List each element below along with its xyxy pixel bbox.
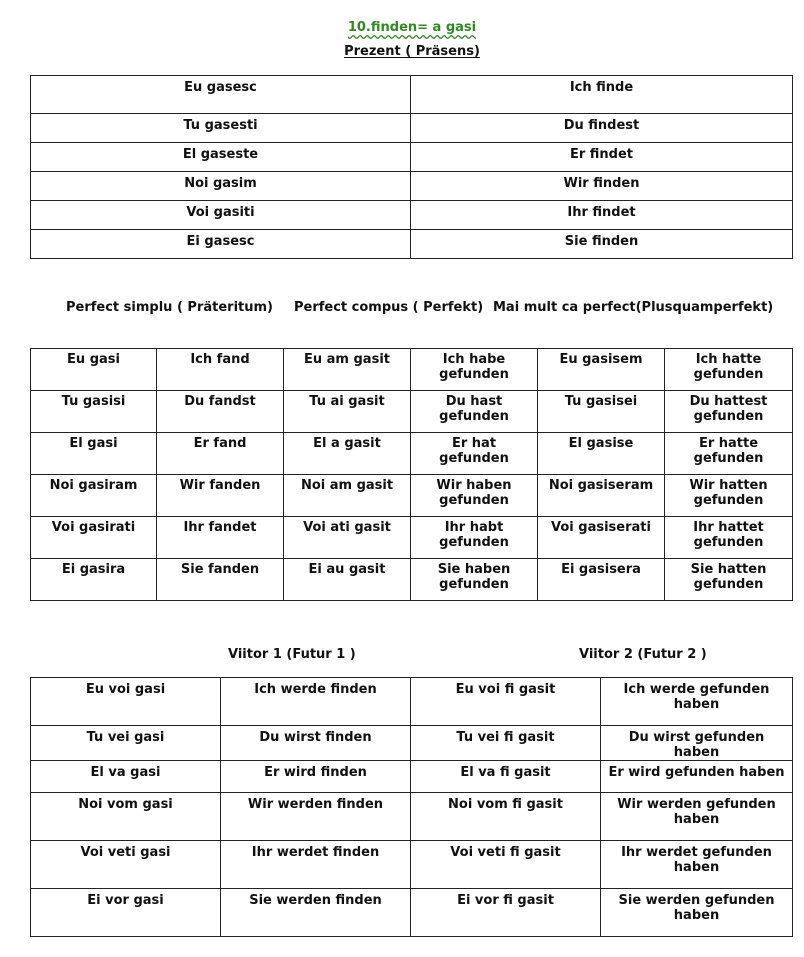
table-cell: Wir werden finden xyxy=(221,793,411,841)
table-cell: Tu vei gasi xyxy=(31,726,221,761)
table-cell: Ihr werdet gefunden haben xyxy=(601,841,793,889)
table-cell: Tu gasisi xyxy=(31,391,157,433)
table-cell: Noi vom fi gasit xyxy=(411,793,601,841)
table-row xyxy=(31,678,793,726)
table-cell: Du hattest gefunden xyxy=(665,391,793,433)
table-cell: Eu voi gasi xyxy=(31,678,221,726)
table-cell: Wir werden gefunden haben xyxy=(601,793,793,841)
table-cell: Voi gasiti xyxy=(31,201,411,230)
table-row xyxy=(31,391,793,433)
table-cell: Eu gasesc xyxy=(31,76,411,114)
table-cell: El va fi gasit xyxy=(411,761,601,793)
table-cell: Tu gasesti xyxy=(31,114,411,143)
table-row xyxy=(31,726,793,761)
present-heading: Prezent ( Präsens) xyxy=(344,44,480,59)
table-cell: Eu voi fi gasit xyxy=(411,678,601,726)
table-cell: Er hat gefunden xyxy=(411,433,538,475)
table-cell: El gaseste xyxy=(31,143,411,172)
table-row xyxy=(31,761,793,793)
table-row xyxy=(31,76,793,114)
table-row xyxy=(31,114,793,143)
table-row xyxy=(31,889,793,937)
plusquamperfekt-heading: Mai mult ca perfect(Plusquamperfekt) xyxy=(493,300,774,315)
table-row xyxy=(31,230,793,259)
preterit-heading: Perfect simplu ( Präteritum) xyxy=(66,300,273,315)
table-cell: Ei vor gasi xyxy=(31,889,221,937)
table-cell: Ei au gasit xyxy=(284,559,411,601)
table-cell: Tu vei fi gasit xyxy=(411,726,601,761)
table-cell: Noi gasiseram xyxy=(538,475,665,517)
table-cell: Noi gasim xyxy=(31,172,411,201)
table-cell: Sie werden gefunden haben xyxy=(601,889,793,937)
table-cell: Noi gasiram xyxy=(31,475,157,517)
table-row xyxy=(31,172,793,201)
table-row xyxy=(31,349,793,391)
table-cell: Eu am gasit xyxy=(284,349,411,391)
table-cell: Tu ai gasit xyxy=(284,391,411,433)
table-cell: El va gasi xyxy=(31,761,221,793)
table-cell: Voi veti fi gasit xyxy=(411,841,601,889)
table-row xyxy=(31,143,793,172)
table-row xyxy=(31,793,793,841)
table-cell: Ihr fandet xyxy=(157,517,284,559)
table-cell: Tu gasisei xyxy=(538,391,665,433)
past-tenses-table xyxy=(30,348,793,601)
table-cell: Wir hatten gefunden xyxy=(665,475,793,517)
table-cell: Ei gasira xyxy=(31,559,157,601)
table-cell: Sie hatten gefunden xyxy=(665,559,793,601)
table-cell: Du wirst finden xyxy=(221,726,411,761)
table-cell: El gasi xyxy=(31,433,157,475)
table-cell: Ihr hattet gefunden xyxy=(665,517,793,559)
futur2-heading: Viitor 2 (Futur 2 ) xyxy=(579,647,707,662)
future-tenses-table xyxy=(30,677,793,937)
table-cell: Ei vor fi gasit xyxy=(411,889,601,937)
table-cell: Ich werde finden xyxy=(221,678,411,726)
table-cell: Eu gasisem xyxy=(538,349,665,391)
table-cell: Wir finden xyxy=(411,172,793,201)
table-row xyxy=(31,559,793,601)
table-cell: Ei gasisera xyxy=(538,559,665,601)
table-cell: Voi ati gasit xyxy=(284,517,411,559)
table-cell: Er hatte gefunden xyxy=(665,433,793,475)
table-cell: Du fandst xyxy=(157,391,284,433)
table-cell: Er wird gefunden haben xyxy=(601,761,793,793)
table-row xyxy=(31,433,793,475)
table-cell: Ei gasesc xyxy=(31,230,411,259)
table-cell: Du wirst gefunden haben xyxy=(601,726,793,761)
futur1-heading: Viitor 1 (Futur 1 ) xyxy=(228,647,356,662)
table-cell: Ich habe gefunden xyxy=(411,349,538,391)
table-row xyxy=(31,841,793,889)
table-row xyxy=(31,475,793,517)
table-cell: Ihr werdet finden xyxy=(221,841,411,889)
table-cell: Ihr habt gefunden xyxy=(411,517,538,559)
table-cell: Ich fand xyxy=(157,349,284,391)
table-cell: Ich werde gefunden haben xyxy=(601,678,793,726)
table-cell: Ich hatte gefunden xyxy=(665,349,793,391)
present-table xyxy=(30,75,793,259)
table-cell: Noi vom gasi xyxy=(31,793,221,841)
table-cell: Du findest xyxy=(411,114,793,143)
table-cell: Du hast gefunden xyxy=(411,391,538,433)
table-row xyxy=(31,517,793,559)
table-cell: Er findet xyxy=(411,143,793,172)
table-cell: Ihr findet xyxy=(411,201,793,230)
table-cell: Eu gasi xyxy=(31,349,157,391)
table-cell: Sie finden xyxy=(411,230,793,259)
table-cell: Sie fanden xyxy=(157,559,284,601)
table-cell: El a gasit xyxy=(284,433,411,475)
table-row xyxy=(31,201,793,230)
table-cell: Noi am gasit xyxy=(284,475,411,517)
table-cell: El gasise xyxy=(538,433,665,475)
table-cell: Voi gasirati xyxy=(31,517,157,559)
table-cell: Er wird finden xyxy=(221,761,411,793)
table-cell: Ich finde xyxy=(411,76,793,114)
table-cell: Sie haben gefunden xyxy=(411,559,538,601)
document-title: 10.finden= a gasi xyxy=(347,20,477,35)
perfekt-heading: Perfect compus ( Perfekt) xyxy=(294,300,484,315)
table-cell: Voi gasiserati xyxy=(538,517,665,559)
table-cell: Wir haben gefunden xyxy=(411,475,538,517)
table-cell: Wir fanden xyxy=(157,475,284,517)
table-cell: Sie werden finden xyxy=(221,889,411,937)
table-cell: Voi veti gasi xyxy=(31,841,221,889)
table-cell: Er fand xyxy=(157,433,284,475)
